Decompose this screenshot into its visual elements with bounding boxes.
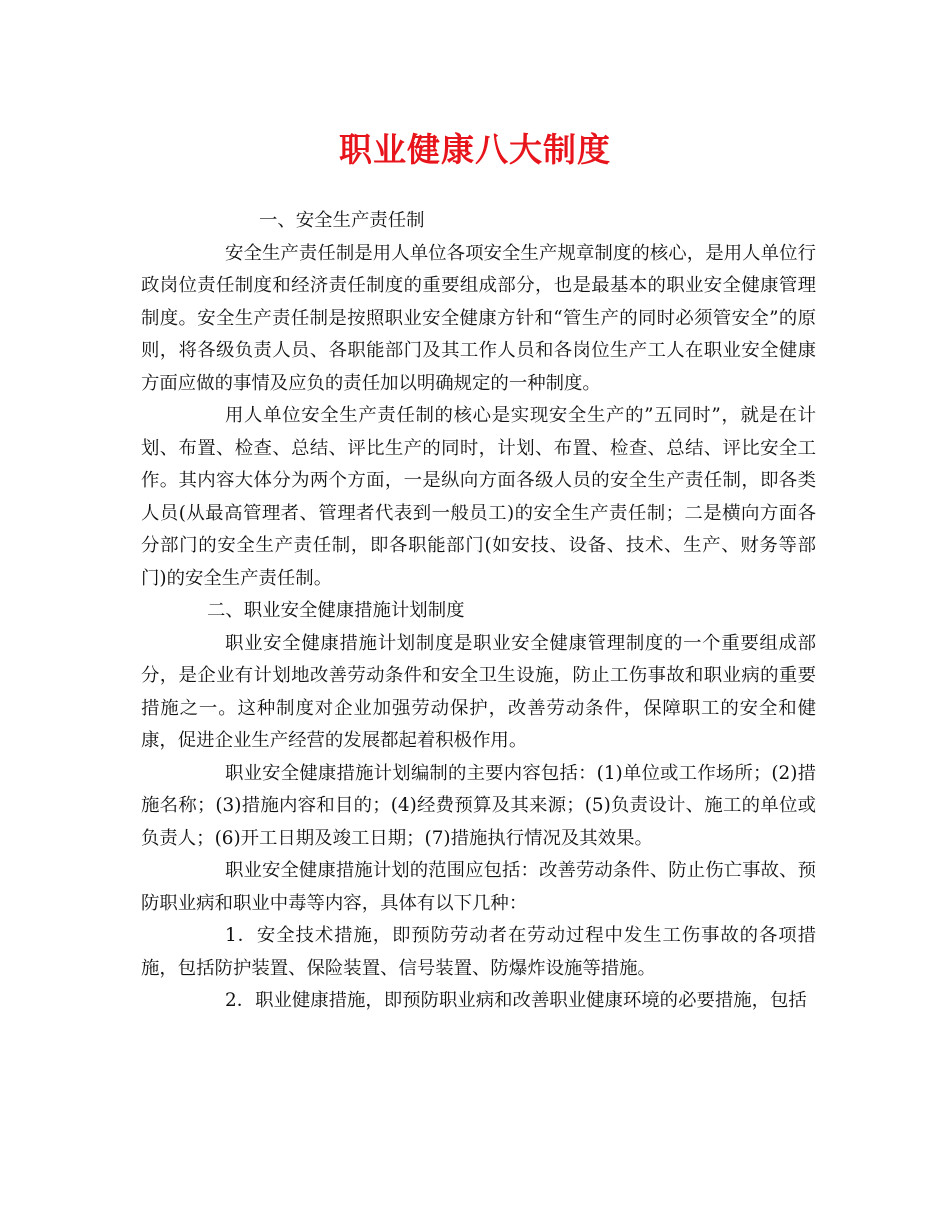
paragraph: 职业安全健康措施计划制度是职业安全健康管理制度的一个重要组成部分，是企业有计划地改善劳动条件和安全卫生设施，防止工伤事故和职业病的重要措施之一。这种制度对企业加强劳动保护，改善劳动条件，保障职工的安全和健康，促进企业生产经营的发展都起着积极作用。 bbox=[141, 632, 816, 751]
paragraph: 用人单位安全生产责任制的核心是实现安全生产的”五同时”，就是在计划、布置、检查、总结、评比生产的同时，计划、布置、检查、总结、评比安全工作。其内容大体分为两个方面，一是纵向方面各级人员的安全生产责任制，即各类人员(从最高管理者、管理者代表到一般员工)的安全生产责任制；二是横向方面各分部门的安全生产责任制，即各职能部门(如安技、设备、技术、生产、财务等部门)的安全生产责任制。 bbox=[141, 405, 816, 589]
list-item: 2．职业健康措施，即预防职业病和改善职业健康环境的必要措施，包括 bbox=[225, 990, 807, 1011]
paragraph: 职业安全健康措施计划编制的主要内容包括：(1)单位或工作场所；(2)措施名称；(3)措施内容和目的；(4)经费预算及其来源；(5)负责设计、施工的单位或负责人；(6)开工日期及竣工日期；(7)措施执行情况及其效果。 bbox=[141, 762, 816, 849]
document-body bbox=[141, 205, 816, 1018]
document-title: 职业健康八大制度 bbox=[339, 130, 611, 169]
paragraph: 安全生产责任制是用人单位各项安全生产规章制度的核心，是用人单位行政岗位责任制度和经济责任制度的重要组成部分，也是最基本的职业安全健康管理制度。安全生产责任制是按照职业安全健康方针和“管生产的同时必须管安全”的原则，将各级负责人员、各职能部门及其工作人员和各岗位生产工人在职业安全健康方面应做的事情及应负的责任加以明确规定的一种制度。 bbox=[141, 242, 816, 394]
section-heading-2: 二、职业安全健康措施计划制度 bbox=[207, 600, 465, 621]
list-item: 1．安全技术措施，即预防劳动者在劳动过程中发生工伤事故的各项措施，包括防护装置、保险装置、信号装置、防爆炸设施等措施。 bbox=[141, 925, 816, 979]
paragraph: 职业安全健康措施计划的范围应包括：改善劳动条件、防止伤亡事故、预防职业病和职业中毒等内容，具体有以下几种： bbox=[141, 860, 816, 914]
section-heading-1: 一、安全生产责任制 bbox=[259, 210, 425, 231]
